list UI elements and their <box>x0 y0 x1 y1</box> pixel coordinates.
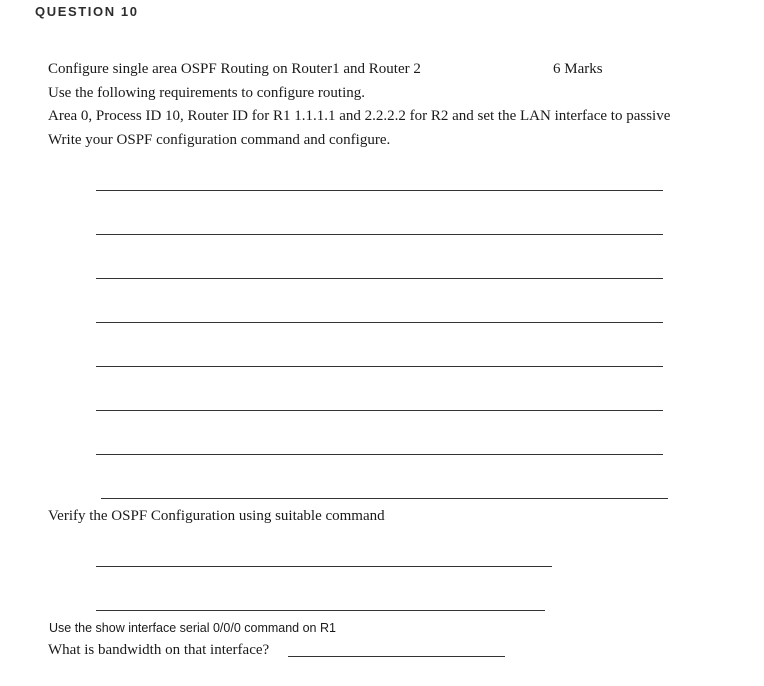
config-answer-line-7[interactable] <box>96 454 663 455</box>
verify-answer-line-1[interactable] <box>96 566 552 567</box>
bandwidth-answer-line[interactable] <box>288 656 505 657</box>
task-title: Configure single area OSPF Routing on Router1 and Router 2 <box>48 61 421 77</box>
marks-label: 6 Marks <box>553 61 603 77</box>
instruction-ospf-parameters: Area 0, Process ID 10, Router ID for R1 1.1.1.1 and 2.2.2.2 for R2 and set the LAN interface to passive <box>48 108 671 124</box>
question-heading: QUESTION 10 <box>35 4 139 19</box>
show-interface-prompt: Use the show interface serial 0/0/0 command on R1 <box>49 621 336 635</box>
config-answer-line-5[interactable] <box>96 366 663 367</box>
instruction-write-commands: Write your OSPF configuration command and configure. <box>48 132 391 148</box>
config-answer-line-4[interactable] <box>96 322 663 323</box>
config-answer-line-6[interactable] <box>96 410 663 411</box>
config-answer-line-2[interactable] <box>96 234 663 235</box>
instruction-requirements: Use the following requirements to configure routing. <box>48 85 366 101</box>
verify-prompt: Verify the OSPF Configuration using suitable command <box>48 508 385 524</box>
config-answer-line-3[interactable] <box>96 278 663 279</box>
config-answer-line-1[interactable] <box>96 190 663 191</box>
bandwidth-question: What is bandwidth on that interface? <box>48 642 270 658</box>
verify-answer-line-2[interactable] <box>96 610 545 611</box>
config-answer-line-8[interactable] <box>101 498 668 499</box>
